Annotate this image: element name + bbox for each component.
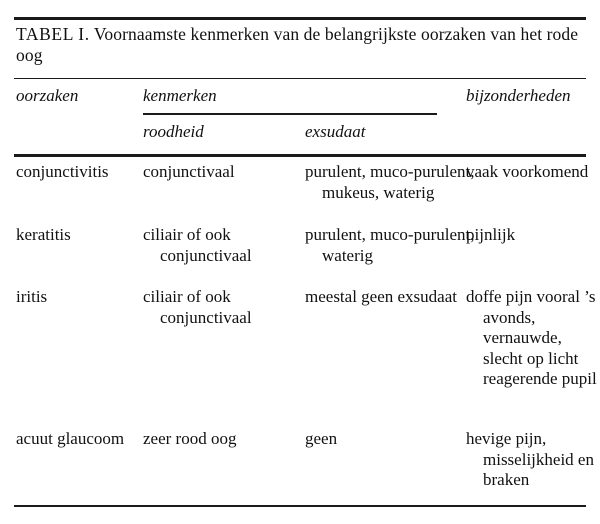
cell-bijzonderheden: pijnlijk xyxy=(466,225,516,244)
cell-oorzaak: conjunctivitis xyxy=(16,162,109,181)
cell-roodheid: ciliair of ook conjunctivaal xyxy=(143,225,252,265)
column-subheader-roodheid: roodheid xyxy=(143,122,204,141)
table-row xyxy=(0,225,600,287)
table-row xyxy=(0,287,600,429)
cell-oorzaak: acuut glaucoom xyxy=(16,429,125,448)
table-row xyxy=(0,162,600,225)
rule-under-caption xyxy=(14,78,586,79)
table-body xyxy=(0,162,600,509)
cell-exsudaat: purulent, muco-purulent, mukeus, waterig xyxy=(305,162,475,202)
cell-bijzonderheden: doffe pijn vooral ’s avonds, vernauwde, slecht op licht reagerende pupil xyxy=(466,287,597,388)
cell-oorzaak: keratitis xyxy=(16,225,71,244)
column-header-oorzaken: oorzaken xyxy=(16,86,79,105)
cell-roodheid: zeer rood oog xyxy=(143,429,237,448)
rule-bottom-border xyxy=(14,505,586,507)
table-number-label: TABEL I. xyxy=(16,24,90,44)
cell-exsudaat: geen xyxy=(305,429,338,448)
cell-oorzaak: iritis xyxy=(16,287,48,306)
column-subheader-exsudaat: exsudaat xyxy=(305,122,366,141)
cell-exsudaat: purulent, muco-purulent, waterig xyxy=(305,225,475,265)
cell-bijzonderheden: vaak voorkomend xyxy=(466,162,589,181)
cell-roodheid: conjunctivaal xyxy=(143,162,235,181)
column-header-kenmerken: kenmerken xyxy=(143,86,217,105)
table-caption-text: Voornaamste kenmerken van de belangrijkste oorzaken van het rode oog xyxy=(16,24,579,65)
table-caption xyxy=(16,24,582,66)
rule-top-border xyxy=(14,17,586,20)
rule-above-body xyxy=(14,154,586,157)
cell-exsudaat: meestal geen exsudaat xyxy=(305,287,457,306)
cell-bijzonderheden: hevige pijn, misselijkheid en braken xyxy=(466,429,594,489)
cell-roodheid: ciliair of ook conjunctivaal xyxy=(143,287,252,327)
table-row xyxy=(0,429,600,509)
column-header-bijzonderheden: bijzonderheden xyxy=(466,86,571,105)
rule-under-kenmerken xyxy=(143,113,437,115)
